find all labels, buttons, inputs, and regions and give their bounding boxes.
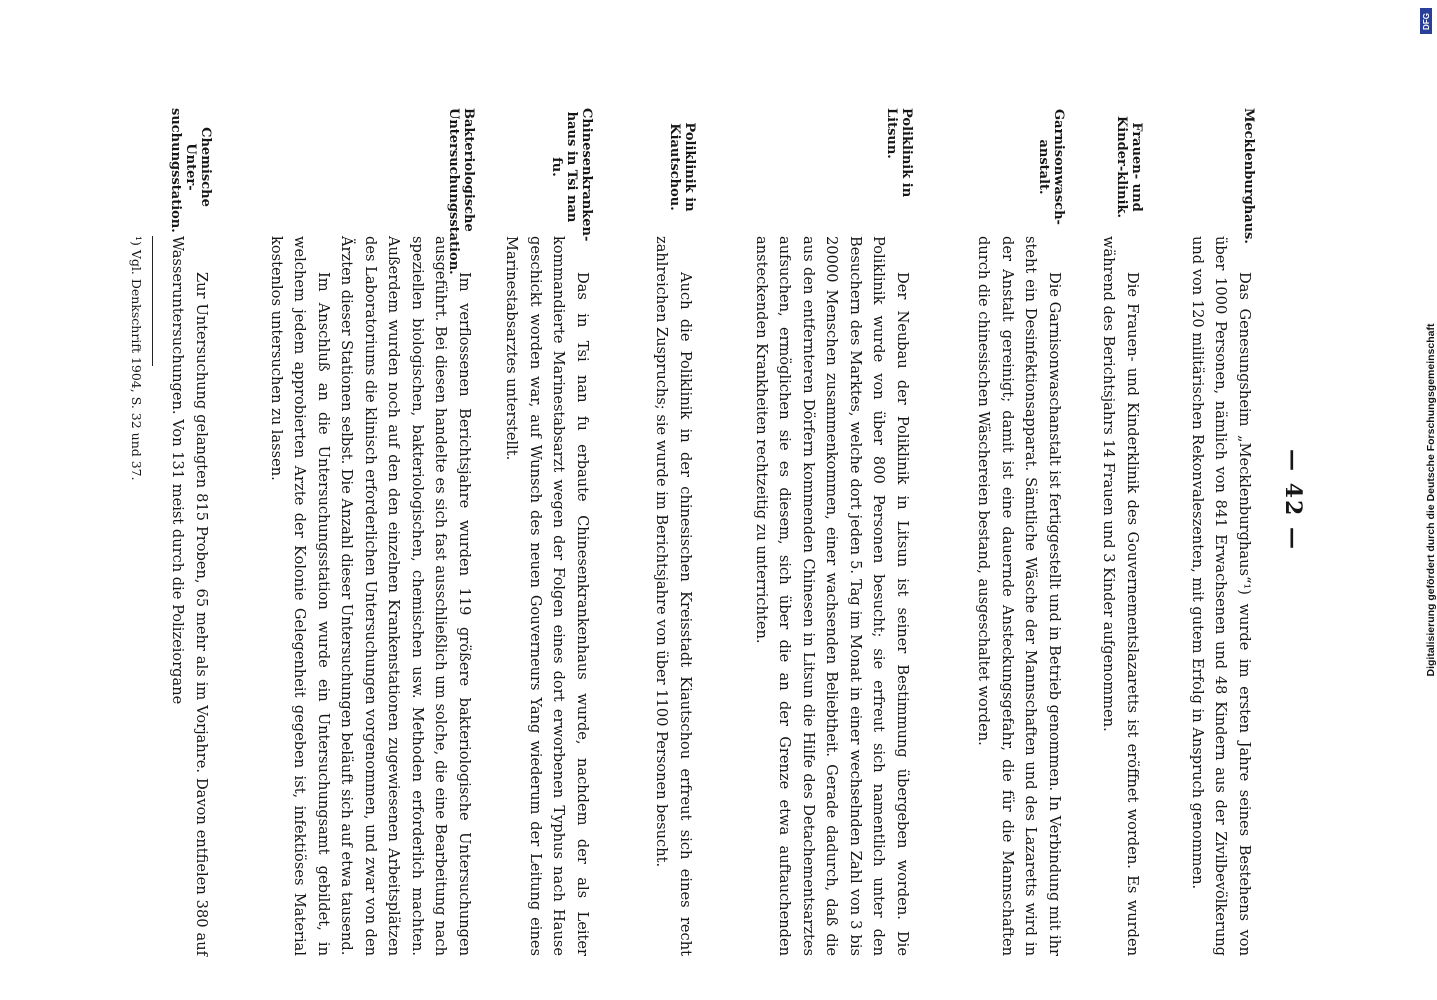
- paragraph: Auch die Poliklinik in der chinesischen Kreisstadt Kiautschou erfreut sich eines recht zahlreichen Zuspruchs; sie wurde im Berichtsjahre von über 1100 Personen besucht.: [653, 236, 694, 956]
- margin-heading: Mecklenburghaus.: [1241, 108, 1256, 244]
- paragraph: Zur Untersuchung gelangten 815 Proben, 65 mehr als im Vorjahre. Davon entfielen 380 auf Wasseruntersuchungen. Von 131 meist durch die Polizeiorgane: [169, 236, 210, 956]
- funding-note: Digitalisierung gefördert durch die Deutsche Forschungsgemeinschaft: [1425, 323, 1437, 677]
- margin-heading: Poliklinik in Litsun.: [884, 108, 914, 198]
- section-body: [500, 236, 594, 956]
- section-body: [166, 236, 213, 956]
- margin-heading: Bakteriologische Untersuchungsstation.: [446, 108, 476, 275]
- dfg-logo-text: DFG: [1421, 12, 1431, 30]
- paragraph: Im Anschluß an die Untersuchungsstation wurde ein Untersuchungsamt gebildet, in welchem jedem approbierten Arzte der Kolonie Gelegenheit gegeben ist, infektiöses Material kostenlos untersuchen zu lassen.: [268, 236, 332, 956]
- margin-heading: Chemische Unter-suchungsstation.: [168, 108, 213, 233]
- paragraph: Die Garnisonwaschanstalt ist fertiggestellt und in Betrieb genommen. In Verbindung mit ihr steht ein Desinfektionsapparat. Sämtliche Wäsche der Mannschaften und des Lazaretts wird in der Anstalt gereinigt; damit ist eine dauernde Ansteckungsgefahr, die für die Mannschaften durch die chinesischen Wäschereien bestand, ausgeschaltet worden.: [975, 236, 1063, 956]
- section-body: [1097, 236, 1144, 956]
- margin-heading: Poliklinik in Kiautschou.: [667, 122, 697, 212]
- margin-heading: Chinesenkranken-haus in Tsi nan fu.: [549, 108, 594, 242]
- paragraph: Die Frauen- und Kinderklinik des Gouvernementslazaretts ist eröffnet worden. Es wurden während des Berichtsjahrs 14 Frauen und 3 Kinder aufgenommen.: [1100, 236, 1141, 956]
- margin-heading: Frauen- und Kinder-klinik.: [1114, 115, 1144, 219]
- footnote: ¹) Vgl. Denkschrift 1904, S. 32 und 37.: [129, 236, 144, 481]
- dfg-logo: [1420, 8, 1432, 34]
- section-body: [972, 236, 1066, 956]
- paragraph: Das in Tsi nan fu erbaute Chinesenkrankenhaus wurde, nachdem der als Leiter kommandierte Marinestabsarzt wegen der Folgen eines dort erworbenen Typhus nach Hause geschickt worden war, auf Wunsch des neuen Gouverneurs Yang wiederum der Leitung eines Marinestabsarztes unterstellt.: [503, 236, 591, 956]
- section-body: [750, 236, 915, 956]
- section-body: [1186, 236, 1257, 956]
- paragraph: Im verflossenen Berichtsjahre wurden 119 größere bakteriologische Untersuchungen ausgeführt. Bei diesen handelte es sich fast ausschließlich um solche, die eine Bearbeitung nach speziellen biologischen, bakteriologischen, chemischen usw. Methoden erforderlich machten. Außerdem wurden noch auf den den einzelnen Krankenstationen zugewiesenen Arbeitsplätzen des Laboratoriums die klinisch erforderlichen Untersuchungen vorgenommen, und zwar von den Ärzten dieser Stationen selbst. Die Anzahl dieser Untersuchungen beläuft sich auf etwa tausend.: [338, 236, 473, 956]
- footnote-divider: [152, 236, 153, 366]
- paragraph: Das Genesungsheim „Mecklenburghaus“¹) wurde im ersten Jahre seines Bestehens von über 1000 Personen, nämlich von 841 Erwachsenen und 48 Kindern aus der Zivilbevölkerung und von 120 militärischen Rekonvaleszenten, mit gutem Erfolg in Anspruch genommen.: [1189, 236, 1253, 956]
- margin-heading: Garnisonwasch-anstalt.: [1036, 109, 1066, 225]
- section-body: [650, 236, 697, 956]
- paragraph: Der Neubau der Poliklinik in Litsun ist seiner Bestimmung übergeben worden. Die Poliklinik wurde von über 800 Personen besucht; sie erfreut sich namentlich unter den Besuchern des Marktes, welche dort jeden 5. Tag im Monat in einer wechselnden Zahl von 3 bis 20000 Menschen zusammenkommen, einer wachsenden Beliebtheit. Gerade dadurch, daß die aus den entfernteren Dörfern kommenden Chinesen in Litsun die Hilfe des Detachementsarztes aufsuchen, ermöglichen sie es diesem, sich über die an der Grenze etwa auftauchenden ansteckenden Krankheiten rechtzeitig zu unterrichten.: [753, 236, 911, 956]
- page-number: — 42 —: [1280, 449, 1306, 551]
- section-body: [265, 236, 477, 956]
